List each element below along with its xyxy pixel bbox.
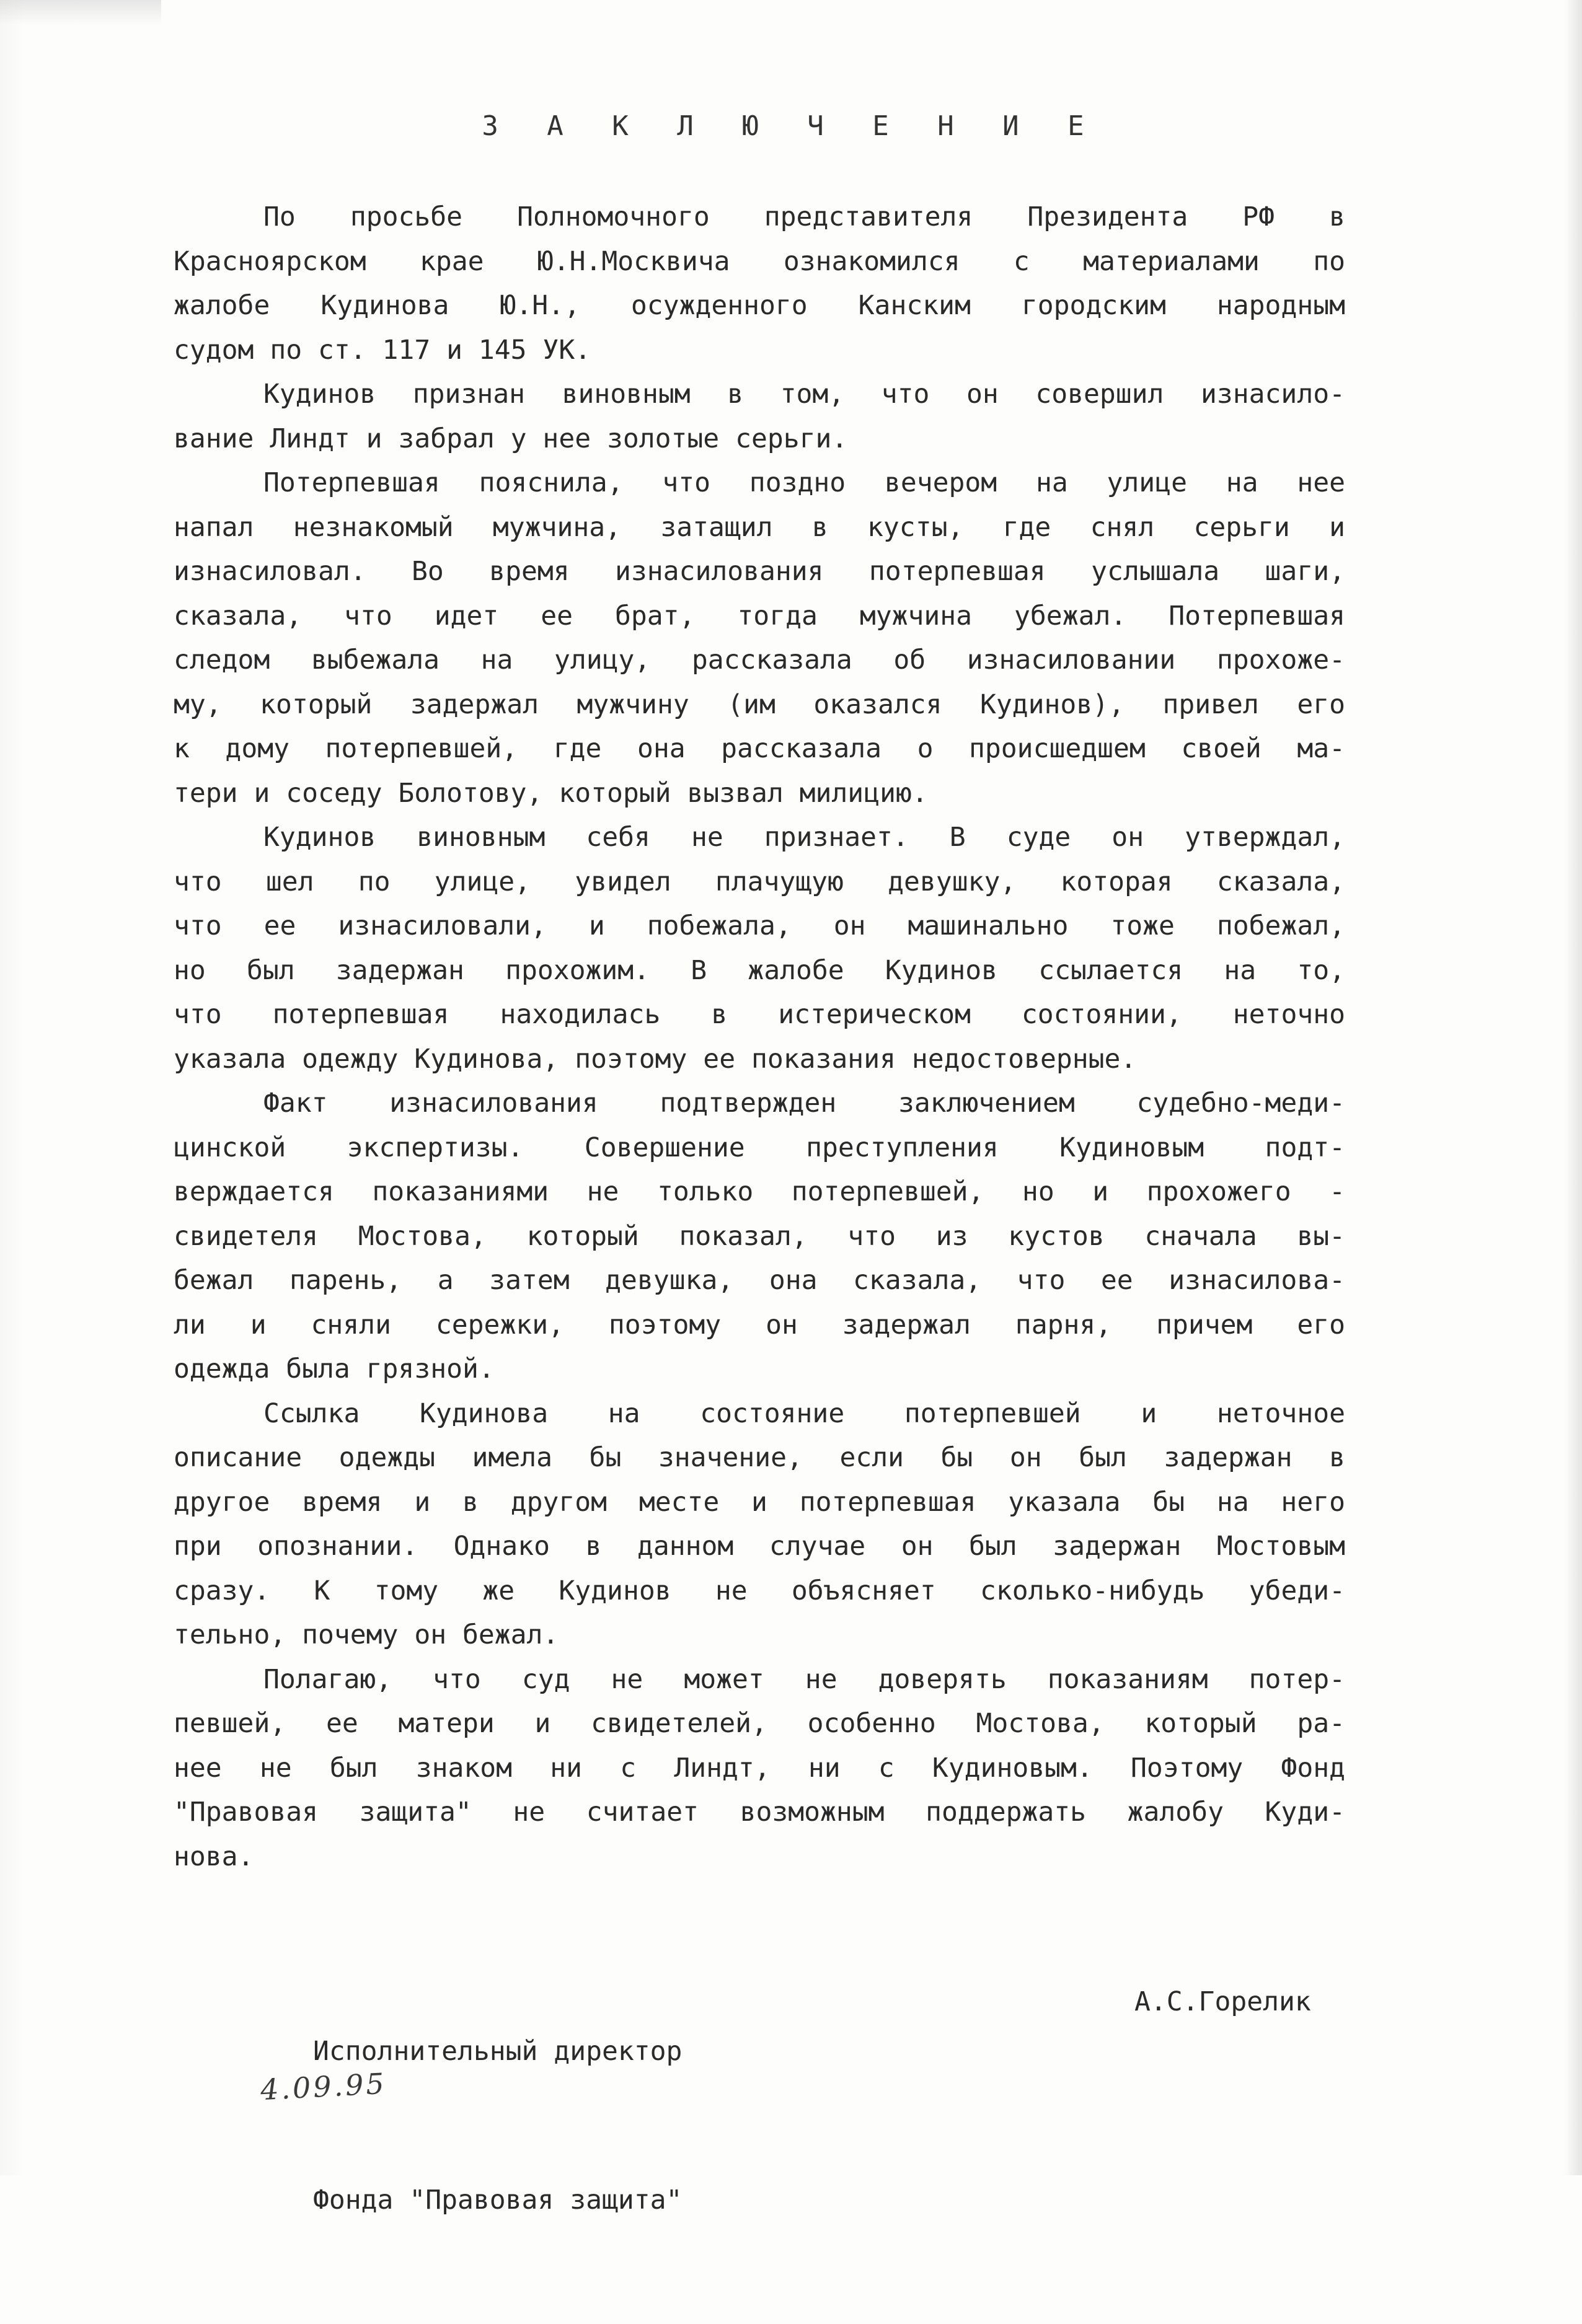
- body-line: свидетеля Мостова, который показал, что из кустов сначала вы-: [174, 1220, 1345, 1252]
- body-line: певшей, ее матери и свидетелей, особенно Мостова, который ра-: [174, 1708, 1345, 1739]
- page-edge-shadow: [1567, 0, 1582, 2175]
- body-line: "Правовая защита" не считает возможным поддержать жалобу Куди-: [174, 1797, 1345, 1828]
- body-line: сразу. К тому же Кудинов не объясняет сколько-нибудь убеди-: [174, 1575, 1345, 1606]
- body-line: тельно, почему он бежал.: [174, 1619, 559, 1650]
- body-line: верждается показаниями не только потерпевшей, но и прохожего -: [174, 1176, 1345, 1207]
- body-line: напал незнакомый мужчина, затащил в кусты, где снял серьги и: [174, 511, 1345, 543]
- body-line: Кудинов признан виновным в том, что он совершил изнасило-: [263, 379, 1345, 410]
- body-line: По просьбе Полномочного представителя Президента РФ в: [263, 201, 1345, 232]
- body-line: нова.: [174, 1841, 254, 1872]
- body-line: что шел по улице, увидел плачущую девушку, которая сказала,: [174, 866, 1345, 897]
- scan-artifact: [0, 0, 161, 25]
- body-line: другое время и в другом месте и потерпевшая указала бы на него: [174, 1486, 1345, 1518]
- body-line: следом выбежала на улицу, рассказала об изнасиловании прохоже-: [174, 645, 1345, 676]
- signature-position-line-2: Фонда "Правовая защита": [313, 2185, 683, 2216]
- body-line: Кудинов виновным себя не признает. В суде он утверждал,: [263, 822, 1345, 853]
- body-line: Полагаю, что суд не может не доверять показаниям потер-: [263, 1663, 1345, 1695]
- body-line: что потерпевшая находилась в истерическом состоянии, неточно: [174, 999, 1345, 1030]
- body-line: бежал парень, а затем девушка, она сказала, что ее изнасилова-: [174, 1265, 1345, 1296]
- document-title: З А К Л Ю Ч Е Н И Е: [482, 110, 1100, 142]
- body-line: изнасиловал. Во время изнасилования потерпевшая услышала шаги,: [174, 556, 1345, 587]
- signer-name: А.С.Горелик: [1134, 1986, 1311, 2017]
- body-line: указала одежду Кудинова, поэтому ее показания недостоверные.: [174, 1043, 1137, 1075]
- signature-position: [313, 1927, 682, 2324]
- body-line: вание Линдт и забрал у нее золотые серьги.: [174, 423, 848, 454]
- body-line: что ее изнасиловали, и побежала, он машинально тоже побежал,: [174, 910, 1345, 941]
- body-line: цинской экспертизы. Совершение преступления Кудиновым подт-: [174, 1132, 1345, 1163]
- signature-position-line-1: Исполнительный директор: [313, 2036, 683, 2067]
- body-line: жалобе Кудинова Ю.Н., осужденного Канским городским народным: [174, 290, 1345, 321]
- body-line: Красноярском крае Ю.Н.Москвича ознакомился с материалами по: [174, 245, 1345, 277]
- body-line: му, который задержал мужчину (им оказался Кудинов), привел его: [174, 689, 1345, 720]
- body-line: нее не был знаком ни с Линдт, ни с Кудиновым. Поэтому Фонд: [174, 1752, 1345, 1784]
- body-line: описание одежды имела бы значение, если бы он был задержан в: [174, 1442, 1345, 1473]
- body-line: к дому потерпевшей, где она рассказала о происшедшем своей ма-: [174, 733, 1345, 764]
- body-line: тери и соседу Болотову, который вызвал милицию.: [174, 777, 928, 809]
- handwritten-date: 4.09.95: [259, 2066, 387, 2107]
- body-line: при опознании. Однако в данном случае он был задержан Мостовым: [174, 1531, 1345, 1562]
- body-line: ли и сняли сережки, поэтому он задержал парня, причем его: [174, 1309, 1345, 1340]
- body-line: Факт изнасилования подтвержден заключением судебно-меди-: [263, 1088, 1345, 1119]
- body-line: Ссылка Кудинова на состояние потерпевшей и неточное: [263, 1397, 1345, 1429]
- document-body: [174, 195, 1345, 1879]
- body-line: но был задержан прохожим. В жалобе Кудинов ссылается на то,: [174, 954, 1345, 986]
- body-line: Потерпевшая пояснила, что поздно вечером на улице на нее: [263, 467, 1345, 498]
- body-line: сказала, что идет ее брат, тогда мужчина убежал. Потерпевшая: [174, 600, 1345, 632]
- body-line: судом по ст. 117 и 145 УК.: [174, 334, 591, 366]
- body-line: одежда была грязной.: [174, 1353, 495, 1384]
